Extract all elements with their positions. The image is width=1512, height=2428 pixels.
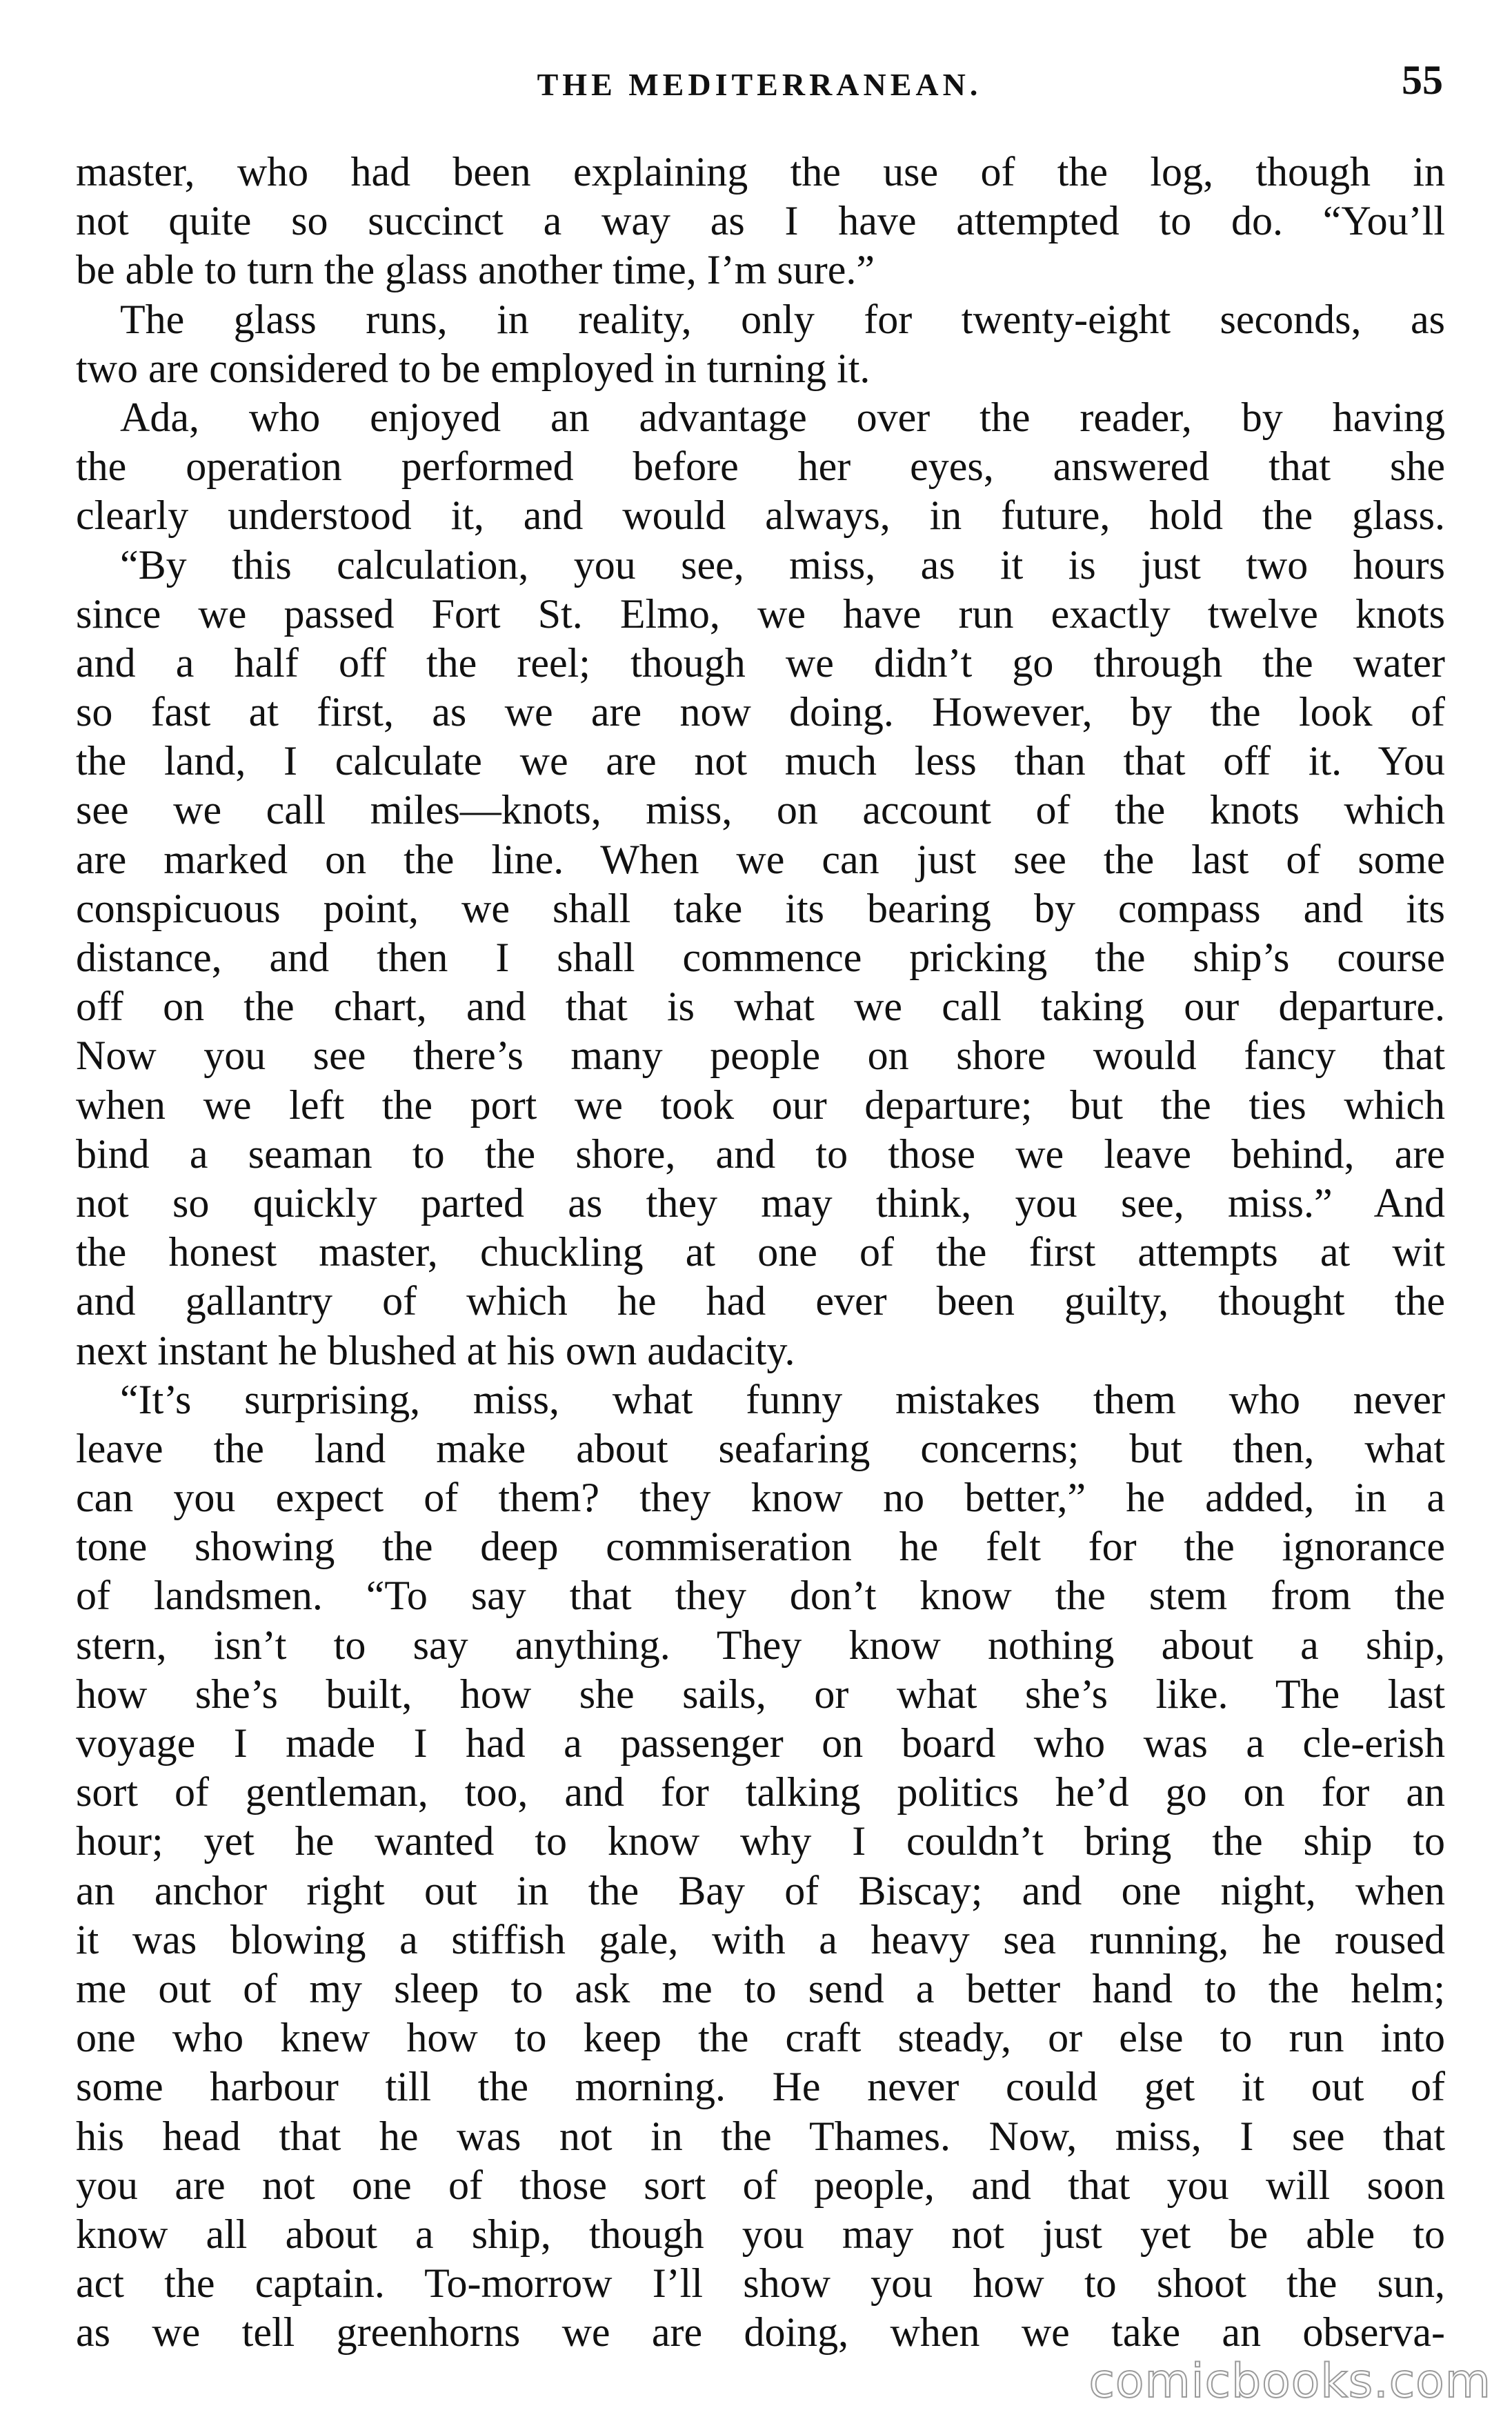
text-line: “It’s surprising, miss, what funny mistakes them who never	[120, 1376, 1445, 1422]
text-line: next instant he blushed at his own audacity.	[76, 1327, 795, 1373]
text-line: when we left the port we took our departure; but the ties which	[76, 1082, 1445, 1128]
text-line: be able to turn the glass another time, I’m sure.”	[76, 247, 875, 293]
text-line: The glass runs, in reality, only for twenty-eight seconds, as	[120, 296, 1445, 342]
text-line: some harbour till the morning. He never could get it out of	[76, 2064, 1445, 2110]
text-line: the operation performed before her eyes, answered that she	[76, 444, 1445, 490]
text-line: since we passed Fort St. Elmo, we have run exactly twelve knots	[76, 590, 1445, 637]
text-line: so fast at first, as we are now doing. However, by the look of	[76, 689, 1445, 735]
page-number: 55	[1402, 57, 1443, 103]
text-line: Now you see there’s many people on shore would fancy that	[76, 1033, 1445, 1079]
text-line: not so quickly parted as they may think, you see, miss.” And	[76, 1180, 1445, 1226]
body-text	[76, 148, 1445, 2357]
text-line: how she’s built, how she sails, or what she’s like. The last	[76, 1671, 1445, 1717]
text-line: voyage I made I had a passenger on board who was a cle-erish	[76, 1720, 1445, 1766]
text-line: as we tell greenhorns we are doing, when we take an observa-	[76, 2309, 1445, 2356]
text-line: me out of my sleep to ask me to send a better hand to the helm;	[76, 1965, 1445, 2011]
text-line: the honest master, chuckling at one of the first attempts at wit	[76, 1229, 1445, 1275]
text-line: his head that he was not in the Thames. Now, miss, I see that	[76, 2113, 1445, 2159]
text-line: of landsmen. “To say that they don’t know the stem from the	[76, 1573, 1445, 1619]
text-line: two are considered to be employed in turning it.	[76, 345, 871, 391]
text-line: it was blowing a stiffish gale, with a heavy sea running, he roused	[76, 1916, 1445, 1962]
text-line: see we call miles—knots, miss, on account of the knots which	[76, 787, 1445, 833]
text-line: “By this calculation, you see, miss, as it is just two hours	[120, 541, 1445, 588]
text-line: and gallantry of which he had ever been guilty, thought the	[76, 1278, 1445, 1324]
text-line: distance, and then I shall commence pricking the ship’s course	[76, 935, 1445, 980]
text-line: an anchor right out in the Bay of Biscay; and one night, when	[76, 1867, 1445, 1913]
text-line: can you expect of them? they know no better,” he added, in a	[76, 1475, 1445, 1521]
text-line: clearly understood it, and would always, in future, hold the glass.	[76, 492, 1445, 539]
text-line: not quite so succinct a way as I have attempted to do. “You’ll	[76, 198, 1445, 244]
text-line: stern, isn’t to say anything. They know nothing about a ship,	[76, 1622, 1445, 1668]
text-line: one who knew how to keep the craft steady, or else to run into	[76, 2015, 1445, 2061]
text-line: master, who had been explaining the use of the log, though in	[76, 149, 1445, 195]
running-head: THE MEDITERRANEAN.	[537, 67, 982, 102]
watermark: comicbooks.com	[1088, 2354, 1491, 2409]
text-line: the land, I calculate we are not much less than that off it. You	[76, 738, 1445, 784]
text-line: know all about a ship, though you may not just yet be able to	[76, 2211, 1445, 2257]
text-line: tone showing the deep commiseration he felt for the ignorance	[76, 1524, 1445, 1570]
text-line: bind a seaman to the shore, and to those we leave behind, are	[76, 1131, 1445, 1177]
text-line: leave the land make about seafaring concerns; but then, what	[76, 1425, 1445, 1471]
text-line: Ada, who enjoyed an advantage over the reader, by having	[120, 394, 1445, 440]
text-line: hour; yet he wanted to know why I couldn’t bring the ship to	[76, 1818, 1445, 1864]
text-line: are marked on the line. When we can just see the last of some	[76, 836, 1445, 882]
text-line: conspicuous point, we shall take its bearing by compass and its	[76, 885, 1445, 931]
text-line: you are not one of those sort of people, and that you will soon	[76, 2162, 1445, 2208]
text-line: and a half off the reel; though we didn’t go through the water	[76, 639, 1445, 686]
text-line: act the captain. To-morrow I’ll show you how to shoot the sun,	[76, 2260, 1445, 2307]
text-line: sort of gentleman, too, and for talking politics he’d go on for an	[76, 1769, 1445, 1815]
text-line: off on the chart, and that is what we call taking our departure.	[76, 984, 1445, 1030]
page-header	[76, 57, 1443, 121]
